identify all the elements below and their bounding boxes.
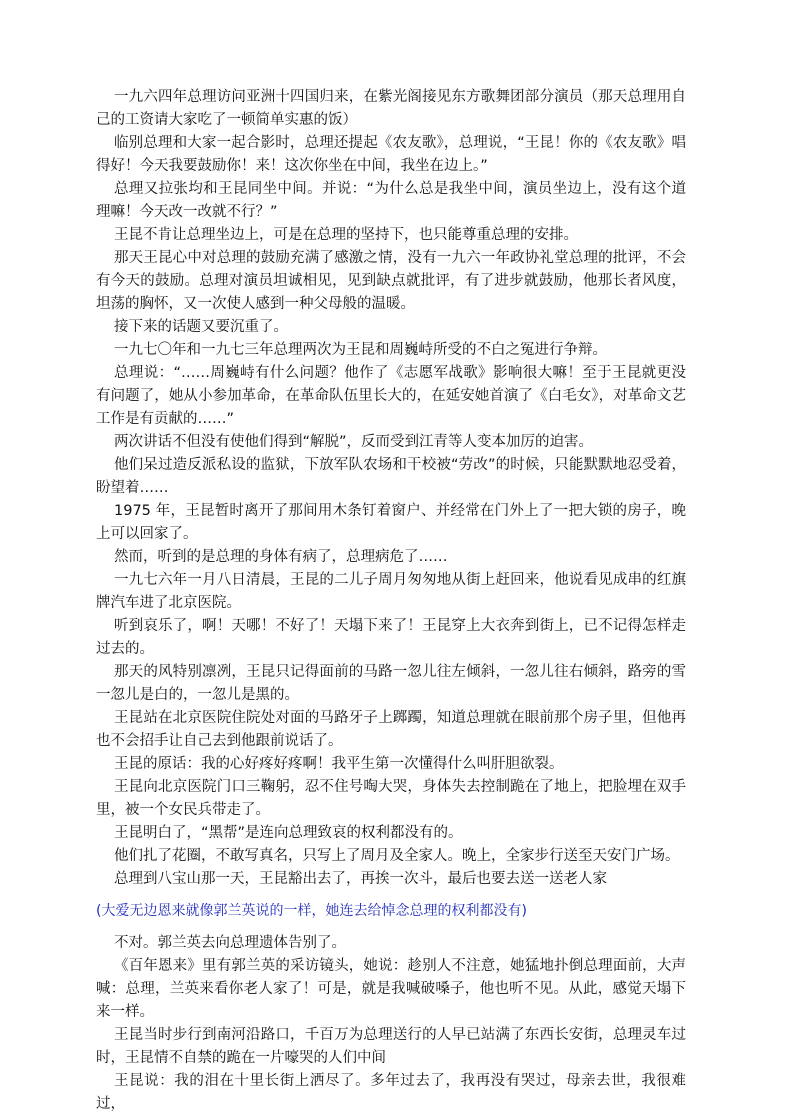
paragraph: 不对。郭兰英去向总理遗体告别了。 xyxy=(114,935,346,951)
paragraph: 一九七〇年和一九七三年总理两次为王昆和周巍峙所受的不白之冤进行争辩。 xyxy=(114,342,607,358)
paragraph: 他们呆过造反派私设的监狱，下放军队农场和干校被“劳改”的时候，只能默默地忍受着，盼望着…… xyxy=(96,457,686,496)
paragraph: 王昆的原话：我的心好疼好疼啊！我平生第一次懂得什么叫肝胆欲裂。 xyxy=(114,756,564,772)
paragraph: 他们扎了花圈，不敢写真名，只写上了周月及全家人。晚上，全家步行送至天安门广场。 xyxy=(114,848,680,864)
paragraph: 两次讲话不但没有使他们得到“解脱”，反而受到江青等人变本加厉的迫害。 xyxy=(114,434,594,450)
paragraph: 一九七六年一月八日清晨，王昆的二儿子周月匆匆地从街上赶回来，他说看见成串的红旗牌汽车进了北京医院。 xyxy=(96,572,686,611)
paragraph: 王昆向北京医院门口三鞠躬，忍不住号啕大哭，身体失去控制跪在了地上，把脸埋在双手里，被一个女民兵带走了。 xyxy=(96,779,686,818)
paragraph: 王昆站在北京医院住院处对面的马路牙子上踯躅，知道总理就在眼前那个房子里，但他再也不会招手让自己去到他跟前说话了。 xyxy=(96,710,686,749)
paragraph: 王昆不肯让总理坐边上，可是在总理的坚持下，也只能尊重总理的安排。 xyxy=(114,227,578,243)
paragraph: 1975 年，王昆暂时离开了那间用木条钉着窗户、并经常在门外上了一把大锁的房子，晚上可以回家了。 xyxy=(96,503,686,542)
paragraph: 王昆当时步行到南河沿路口，千百万为总理送行的人早已站满了东西长安街，总理灵车过时，王昆情不自禁的跪在一片嚎哭的人们中间 xyxy=(96,1027,686,1066)
paragraph: 那天王昆心中对总理的鼓励充满了感激之情，没有一九六一年政协礼堂总理的批评，不会有今天的鼓励。总理对演员坦诚相见，见到缺点就批评，有了进步就鼓励，他那长者风度，坦荡的胸怀，又一次使人感到一种父母般的温暖。 xyxy=(96,250,686,312)
paragraph: 总理说：“……周巍峙有什么问题？他作了《志愿军战歌》影响很大嘛！至于王昆就更没有问题了，她从小参加革命，在革命队伍里长大的，在延安她首演了《白毛女》，对革命文艺工作是有贡献的……” xyxy=(96,365,686,427)
paragraph: 总理到八宝山那一天，王昆豁出去了，再挨一次斗，最后也要去送一送老人家 xyxy=(114,871,607,887)
paragraph: 然而，听到的是总理的身体有病了，总理病危了…… xyxy=(114,549,448,565)
paragraph: 王昆明白了，“黑帮”是连向总理致哀的权利都没有的。 xyxy=(114,825,463,841)
paragraph: 接下来的话题又要沉重了。 xyxy=(114,319,288,335)
paragraph: 一九六四年总理访问亚洲十四国归来，在紫光阁接见东方歌舞团部分演员（那天总理用自己的工资请大家吃了一顿简单实惠的饭） xyxy=(96,89,686,128)
article-body xyxy=(96,86,686,1116)
paragraph: 那天的风特别凛冽，王昆只记得面前的马路一忽儿往左倾斜，一忽儿往右倾斜，路旁的雪一忽儿是白的，一忽儿是黑的。 xyxy=(96,664,686,703)
paragraph: 王昆说：我的泪在十里长街上洒尽了。多年过去了，我再没有哭过，母亲去世，我很难过， xyxy=(96,1073,686,1112)
paragraph: 《百年恩来》里有郭兰英的采访镜头，她说：趁别人不注意，她猛地扑倒总理面前，大声喊：总理，兰英来看你老人家了！可是，就是我喊破嗓子，他也听不见。从此，感觉天塌下来一样。 xyxy=(96,958,686,1020)
paragraph: 听到哀乐了，啊！天哪！不好了！天塌下来了！王昆穿上大衣奔到街上，已不记得怎样走过去的。 xyxy=(96,618,686,657)
paragraph: 总理又拉张均和王昆同坐中间。并说：“为什么总是我坐中间，演员坐边上，没有这个道理嘛！今天改一改就不行？” xyxy=(96,181,686,220)
paragraph: 临别总理和大家一起合影时，总理还提起《农友歌》，总理说，“王昆！你的《农友歌》唱得好！今天我要鼓励你！来！这次你坐在中间，我坐在边上。” xyxy=(96,135,686,174)
editor-note: (大爱无边恩来就像郭兰英说的一样，她连去给悼念总理的权利都没有) xyxy=(96,903,527,919)
